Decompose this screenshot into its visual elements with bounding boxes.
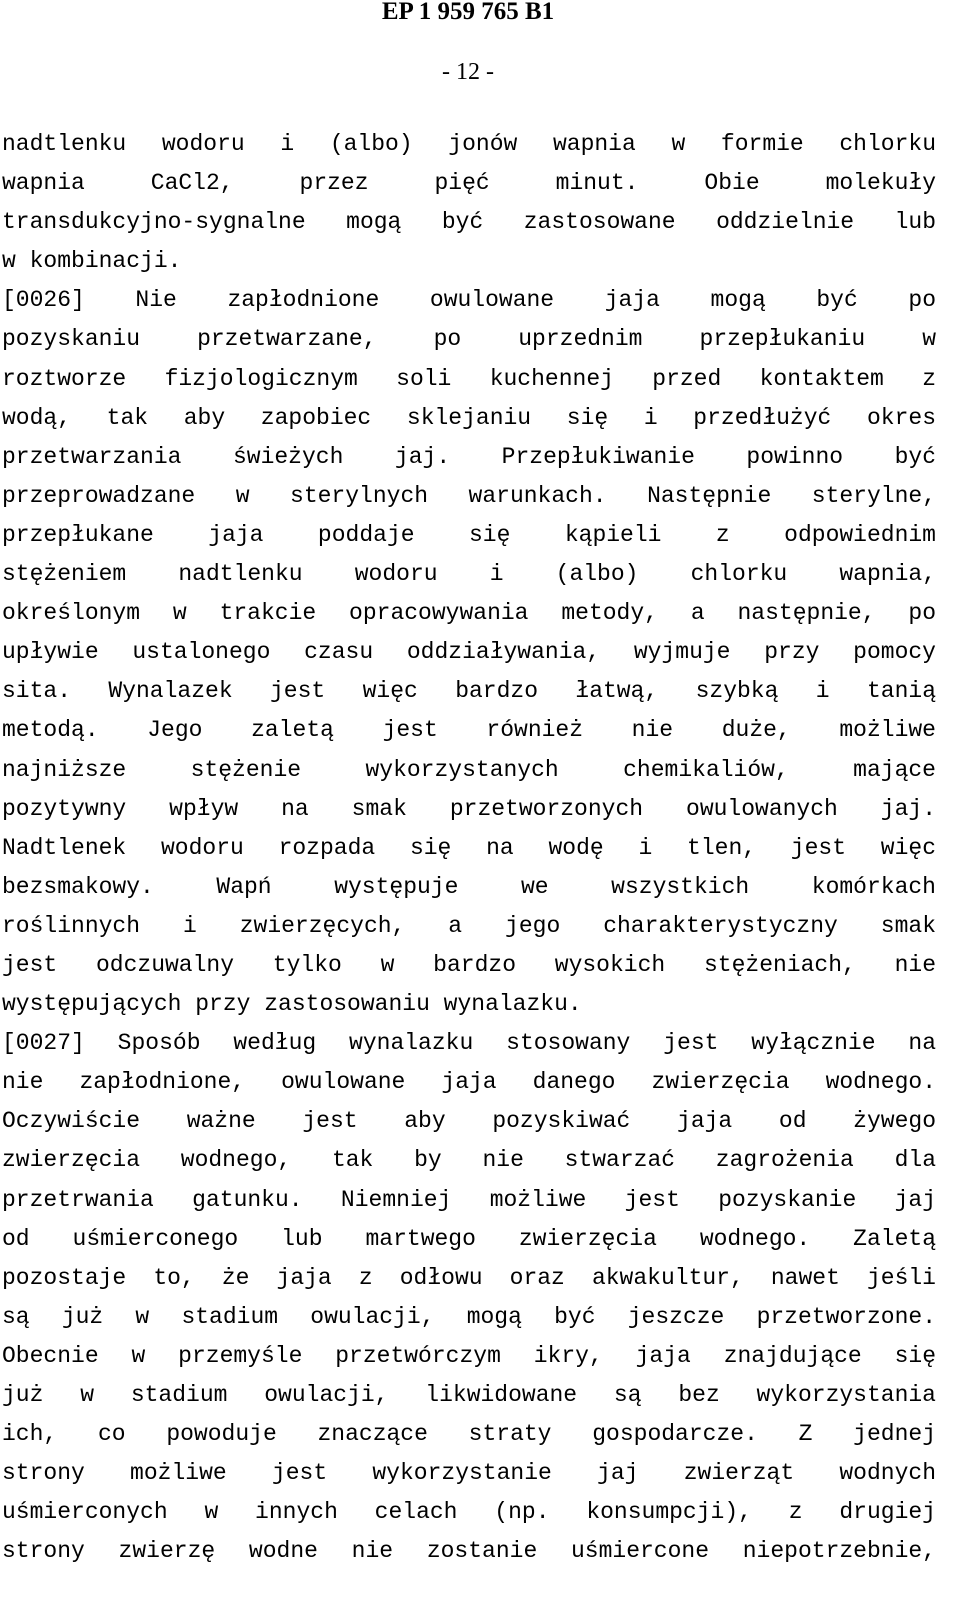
text-line: przetwarzania świeżych jaj. Przepłukiwanie powinno być <box>2 443 936 470</box>
text-line: Nadtlenek wodoru rozpada się na wodę i tlen, jest więc <box>2 834 936 861</box>
text-line: roślinnych i zwierzęcych, a jego charakterystyczny smak <box>2 912 936 939</box>
patent-description-text <box>2 125 936 1571</box>
text-line: określonym w trakcie opracowywania metody, a następnie, po <box>2 600 936 627</box>
text-line: strony możliwe jest wykorzystanie jaj zwierząt wodnych <box>2 1460 936 1487</box>
text-line: pozytywny wpływ na smak przetworzonych owulowanych jaj. <box>2 795 936 822</box>
text-line: w kombinacji. <box>2 248 182 275</box>
text-line: przepłukane jaja poddaje się kąpieli z odpowiednim <box>2 521 936 548</box>
text-line: występujących przy zastosowaniu wynalazku. <box>2 991 582 1018</box>
text-line: upływie ustalonego czasu oddziaływania, wyjmuje przy pomocy <box>2 639 936 666</box>
text-line: wapnia CaCl2, przez pięć minut. Obie molekuły <box>2 170 936 197</box>
text-line: wodą, tak aby zapobiec sklejaniu się i przedłużyć okres <box>2 404 936 431</box>
text-line: uśmierconych w innych celach (np. konsumpcji), z drugiej <box>2 1499 936 1526</box>
text-line: [0026] Nie zapłodnione owulowane jaja mogą być po <box>2 287 936 314</box>
patent-number-header: EP 1 959 765 B1 <box>381 0 555 25</box>
text-line: ich, co powoduje znaczące straty gospodarcze. Z jednej <box>2 1421 936 1448</box>
text-line: przetrwania gatunku. Niemniej możliwe jest pozyskanie jaj <box>2 1186 936 1213</box>
text-line: transdukcyjno-sygnalne mogą być zastosowane oddzielnie lub <box>2 209 936 236</box>
text-line: przeprowadzane w sterylnych warunkach. Następnie sterylne, <box>2 482 936 509</box>
text-line: jest odczuwalny tylko w bardzo wysokich stężeniach, nie <box>2 951 936 978</box>
text-line: są już w stadium owulacji, mogą być jeszcze przetworzone. <box>2 1303 936 1330</box>
text-line: nadtlenku wodoru i (albo) jonów wapnia w formie chlorku <box>2 131 936 157</box>
text-line: roztworze fizjologicznym soli kuchennej przed kontaktem z <box>2 365 936 392</box>
text-line: stężeniem nadtlenku wodoru i (albo) chlorku wapnia, <box>2 561 936 588</box>
text-line: pozyskaniu przetwarzane, po uprzednim przepłukaniu w <box>2 326 936 353</box>
text-line: strony zwierzę wodne nie zostanie uśmiercone niepotrzebnie, <box>2 1538 936 1565</box>
text-line: Oczywiście ważne jest aby pozyskiwać jaja od żywego <box>2 1108 936 1135</box>
page-number: - 12 - <box>442 59 494 85</box>
text-line: metodą. Jego zaletą jest również nie duże, możliwe <box>2 717 936 744</box>
text-line: pozostaje to, że jaja z odłowu oraz akwakultur, nawet jeśli <box>2 1264 936 1291</box>
text-line: od uśmierconego lub martwego zwierzęcia wodnego. Zaletą <box>2 1225 936 1252</box>
text-line: Obecnie w przemyśle przetwórczym ikry, jaja znajdujące się <box>2 1342 936 1369</box>
text-line: zwierzęcia wodnego, tak by nie stwarzać zagrożenia dla <box>2 1147 936 1174</box>
text-line: sita. Wynalazek jest więc bardzo łatwą, szybką i tanią <box>2 678 936 705</box>
text-line: już w stadium owulacji, likwidowane są bez wykorzystania <box>2 1382 936 1408</box>
text-line: bezsmakowy. Wapń występuje we wszystkich komórkach <box>2 873 936 900</box>
text-line: najniższe stężenie wykorzystanych chemikaliów, mające <box>2 756 936 783</box>
text-line: [0027] Sposób według wynalazku stosowany jest wyłącznie na <box>2 1030 936 1057</box>
text-line: nie zapłodnione, owulowane jaja danego zwierzęcia wodnego. <box>2 1069 936 1096</box>
